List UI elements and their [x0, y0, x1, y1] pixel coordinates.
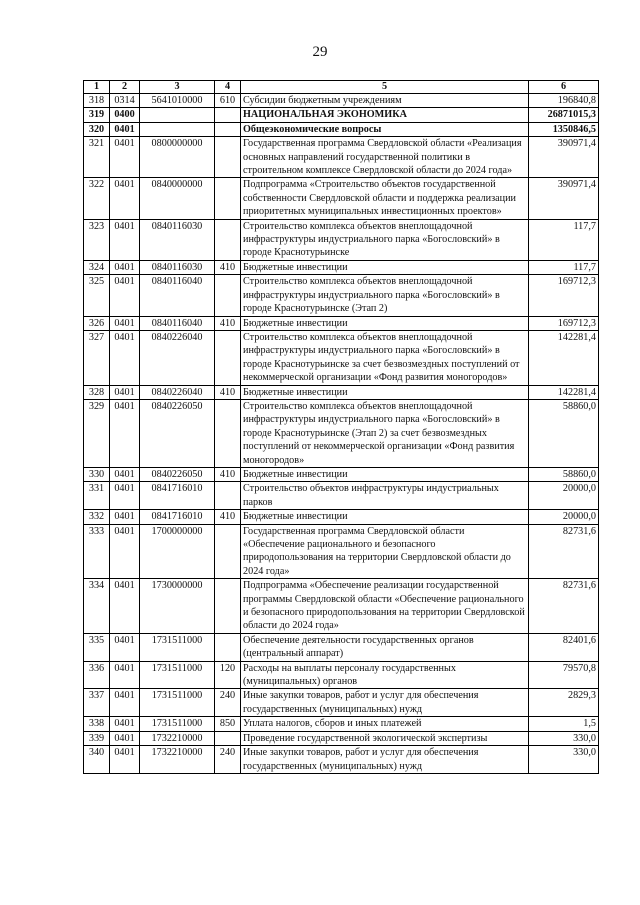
row-number-cell: 329	[84, 399, 110, 467]
description-cell: Обеспечение деятельности государственных органов (центральный аппарат)	[241, 633, 529, 661]
expense-type-cell	[215, 137, 241, 178]
expense-type-cell: 410	[215, 510, 241, 524]
header-cell: 2	[110, 81, 140, 94]
table-row	[84, 482, 599, 510]
row-number-cell: 326	[84, 316, 110, 330]
description-cell: Строительство комплекса объектов внеплощадочной инфраструктуры индустриального парка «Богословский» в городе Краснотурьинске за счет безвозмездных поступлений от некоммерческой организации «Фонд развития моногородов»	[241, 330, 529, 385]
row-number-cell: 340	[84, 746, 110, 774]
table-row	[84, 330, 599, 385]
expense-type-cell	[215, 579, 241, 634]
target-article-cell: 1731511000	[140, 717, 215, 731]
expense-type-cell	[215, 399, 241, 467]
target-article-cell: 5641010000	[140, 94, 215, 108]
section-code-cell: 0401	[110, 178, 140, 219]
expense-type-cell	[215, 482, 241, 510]
expense-type-cell: 610	[215, 94, 241, 108]
target-article-cell: 0840226050	[140, 467, 215, 481]
header-cell: 4	[215, 81, 241, 94]
table-row	[84, 661, 599, 689]
target-article-cell: 0840116030	[140, 260, 215, 274]
target-article-cell: 1730000000	[140, 579, 215, 634]
table-row	[84, 731, 599, 745]
expense-type-cell	[215, 219, 241, 260]
row-number-cell: 330	[84, 467, 110, 481]
section-code-cell: 0401	[110, 275, 140, 316]
amount-cell: 58860,0	[529, 467, 599, 481]
section-code-cell: 0401	[110, 717, 140, 731]
amount-cell: 82401,6	[529, 633, 599, 661]
amount-cell: 20000,0	[529, 482, 599, 510]
amount-cell: 79570,8	[529, 661, 599, 689]
table-row	[84, 137, 599, 178]
table-row	[84, 385, 599, 399]
description-cell: НАЦИОНАЛЬНАЯ ЭКОНОМИКА	[241, 108, 529, 122]
target-article-cell: 0840226040	[140, 385, 215, 399]
table-row	[84, 510, 599, 524]
table-row	[84, 108, 599, 122]
table-row	[84, 524, 599, 579]
expense-type-cell	[215, 731, 241, 745]
row-number-cell: 333	[84, 524, 110, 579]
expense-type-cell	[215, 330, 241, 385]
section-code-cell: 0401	[110, 746, 140, 774]
table-row	[84, 94, 599, 108]
description-cell: Бюджетные инвестиции	[241, 385, 529, 399]
target-article-cell: 0840116030	[140, 219, 215, 260]
expense-type-cell: 240	[215, 689, 241, 717]
section-code-cell: 0401	[110, 661, 140, 689]
expense-type-cell	[215, 633, 241, 661]
row-number-cell: 338	[84, 717, 110, 731]
section-code-cell: 0401	[110, 316, 140, 330]
expense-type-cell	[215, 122, 241, 136]
amount-cell: 169712,3	[529, 316, 599, 330]
section-code-cell: 0401	[110, 122, 140, 136]
table-row	[84, 178, 599, 219]
section-code-cell: 0401	[110, 524, 140, 579]
description-cell: Иные закупки товаров, работ и услуг для обеспечения государственных (муниципальных) нужд	[241, 689, 529, 717]
amount-cell: 117,7	[529, 260, 599, 274]
amount-cell: 2829,3	[529, 689, 599, 717]
expense-type-cell: 120	[215, 661, 241, 689]
row-number-cell: 327	[84, 330, 110, 385]
table-row	[84, 399, 599, 467]
section-code-cell: 0400	[110, 108, 140, 122]
header-cell: 5	[241, 81, 529, 94]
description-cell: Бюджетные инвестиции	[241, 260, 529, 274]
expense-type-cell: 410	[215, 467, 241, 481]
row-number-cell: 337	[84, 689, 110, 717]
section-code-cell: 0401	[110, 385, 140, 399]
section-code-cell: 0401	[110, 482, 140, 510]
section-code-cell: 0401	[110, 399, 140, 467]
amount-cell: 142281,4	[529, 330, 599, 385]
target-article-cell: 1700000000	[140, 524, 215, 579]
row-number-cell: 334	[84, 579, 110, 634]
target-article-cell: 0840000000	[140, 178, 215, 219]
description-cell: Проведение государственной экологической экспертизы	[241, 731, 529, 745]
table-row	[84, 467, 599, 481]
row-number-cell: 336	[84, 661, 110, 689]
table-row	[84, 275, 599, 316]
amount-cell: 1,5	[529, 717, 599, 731]
amount-cell: 20000,0	[529, 510, 599, 524]
target-article-cell: 1731511000	[140, 661, 215, 689]
section-code-cell: 0401	[110, 467, 140, 481]
row-number-cell: 318	[84, 94, 110, 108]
section-code-cell: 0401	[110, 510, 140, 524]
header-row	[84, 81, 599, 94]
table-row	[84, 717, 599, 731]
target-article-cell: 1731511000	[140, 689, 215, 717]
expense-type-cell: 240	[215, 746, 241, 774]
description-cell: Государственная программа Свердловской области «Обеспечение рационального и безопасного природопользования на территории Свердловской области до 2024 года»	[241, 524, 529, 579]
description-cell: Общеэкономические вопросы	[241, 122, 529, 136]
expense-type-cell	[215, 108, 241, 122]
row-number-cell: 322	[84, 178, 110, 219]
target-article-cell: 0840226050	[140, 399, 215, 467]
amount-cell: 390971,4	[529, 137, 599, 178]
amount-cell: 117,7	[529, 219, 599, 260]
target-article-cell: 0840116040	[140, 316, 215, 330]
table-row	[84, 316, 599, 330]
expense-type-cell: 410	[215, 385, 241, 399]
header-cell: 6	[529, 81, 599, 94]
description-cell: Строительство комплекса объектов внеплощадочной инфраструктуры индустриального парка «Богословский» в городе Краснотурьинске (Этап 2) за счет безвозмездных поступлений от некоммерческой организации «Фонд развития моногородов»	[241, 399, 529, 467]
target-article-cell	[140, 108, 215, 122]
budget-table	[83, 80, 599, 774]
row-number-cell: 335	[84, 633, 110, 661]
description-cell: Расходы на выплаты персоналу государственных (муниципальных) органов	[241, 661, 529, 689]
expense-type-cell: 850	[215, 717, 241, 731]
description-cell: Субсидии бюджетным учреждениям	[241, 94, 529, 108]
row-number-cell: 323	[84, 219, 110, 260]
amount-cell: 330,0	[529, 731, 599, 745]
target-article-cell: 0840226040	[140, 330, 215, 385]
amount-cell: 82731,6	[529, 524, 599, 579]
section-code-cell: 0401	[110, 731, 140, 745]
header-cell: 1	[84, 81, 110, 94]
table-row	[84, 260, 599, 274]
expense-type-cell	[215, 178, 241, 219]
section-code-cell: 0401	[110, 260, 140, 274]
row-number-cell: 339	[84, 731, 110, 745]
row-number-cell: 324	[84, 260, 110, 274]
description-cell: Бюджетные инвестиции	[241, 467, 529, 481]
description-cell: Государственная программа Свердловской области «Реализация основных направлений государственной политики в строительном комплексе Свердловской области до 2024 года»	[241, 137, 529, 178]
row-number-cell: 332	[84, 510, 110, 524]
section-code-cell: 0401	[110, 137, 140, 178]
description-cell: Бюджетные инвестиции	[241, 316, 529, 330]
target-article-cell	[140, 122, 215, 136]
row-number-cell: 320	[84, 122, 110, 136]
page-number: 29	[312, 44, 328, 60]
description-cell: Строительство комплекса объектов внеплощадочной инфраструктуры индустриального парка «Богословский» в городе Краснотурьинске	[241, 219, 529, 260]
description-cell: Подпрограмма «Обеспечение реализации государственной программы Свердловской области «Обеспечение рационального и безопасного природопользования на территории Свердловской области до 2024 года»	[241, 579, 529, 634]
target-article-cell: 0840116040	[140, 275, 215, 316]
row-number-cell: 331	[84, 482, 110, 510]
row-number-cell: 321	[84, 137, 110, 178]
target-article-cell: 0800000000	[140, 137, 215, 178]
target-article-cell: 1732210000	[140, 731, 215, 745]
section-code-cell: 0314	[110, 94, 140, 108]
table-row	[84, 579, 599, 634]
row-number-cell: 319	[84, 108, 110, 122]
description-cell: Иные закупки товаров, работ и услуг для обеспечения государственных (муниципальных) нужд	[241, 746, 529, 774]
description-cell: Строительство объектов инфраструктуры индустриальных парков	[241, 482, 529, 510]
amount-cell: 58860,0	[529, 399, 599, 467]
amount-cell: 82731,6	[529, 579, 599, 634]
table-row	[84, 122, 599, 136]
target-article-cell: 0841716010	[140, 482, 215, 510]
section-code-cell: 0401	[110, 219, 140, 260]
amount-cell: 1350846,5	[529, 122, 599, 136]
expense-type-cell	[215, 275, 241, 316]
amount-cell: 330,0	[529, 746, 599, 774]
target-article-cell: 0841716010	[140, 510, 215, 524]
row-number-cell: 325	[84, 275, 110, 316]
expense-type-cell: 410	[215, 260, 241, 274]
table-row	[84, 746, 599, 774]
section-code-cell: 0401	[110, 330, 140, 385]
header-cell: 3	[140, 81, 215, 94]
expense-type-cell: 410	[215, 316, 241, 330]
section-code-cell: 0401	[110, 689, 140, 717]
description-cell: Подпрограмма «Строительство объектов государственной собственности Свердловской области и поддержка реализации приоритетных муниципальных инвестиционных проектов»	[241, 178, 529, 219]
table-row	[84, 689, 599, 717]
section-code-cell: 0401	[110, 633, 140, 661]
amount-cell: 142281,4	[529, 385, 599, 399]
target-article-cell: 1732210000	[140, 746, 215, 774]
table-row	[84, 633, 599, 661]
section-code-cell: 0401	[110, 579, 140, 634]
row-number-cell: 328	[84, 385, 110, 399]
amount-cell: 26871015,3	[529, 108, 599, 122]
amount-cell: 169712,3	[529, 275, 599, 316]
description-cell: Бюджетные инвестиции	[241, 510, 529, 524]
target-article-cell: 1731511000	[140, 633, 215, 661]
table-row	[84, 219, 599, 260]
description-cell: Уплата налогов, сборов и иных платежей	[241, 717, 529, 731]
amount-cell: 390971,4	[529, 178, 599, 219]
expense-type-cell	[215, 524, 241, 579]
description-cell: Строительство комплекса объектов внеплощадочной инфраструктуры индустриального парка «Богословский» в городе Краснотурьинске (Этап 2)	[241, 275, 529, 316]
amount-cell: 196840,8	[529, 94, 599, 108]
